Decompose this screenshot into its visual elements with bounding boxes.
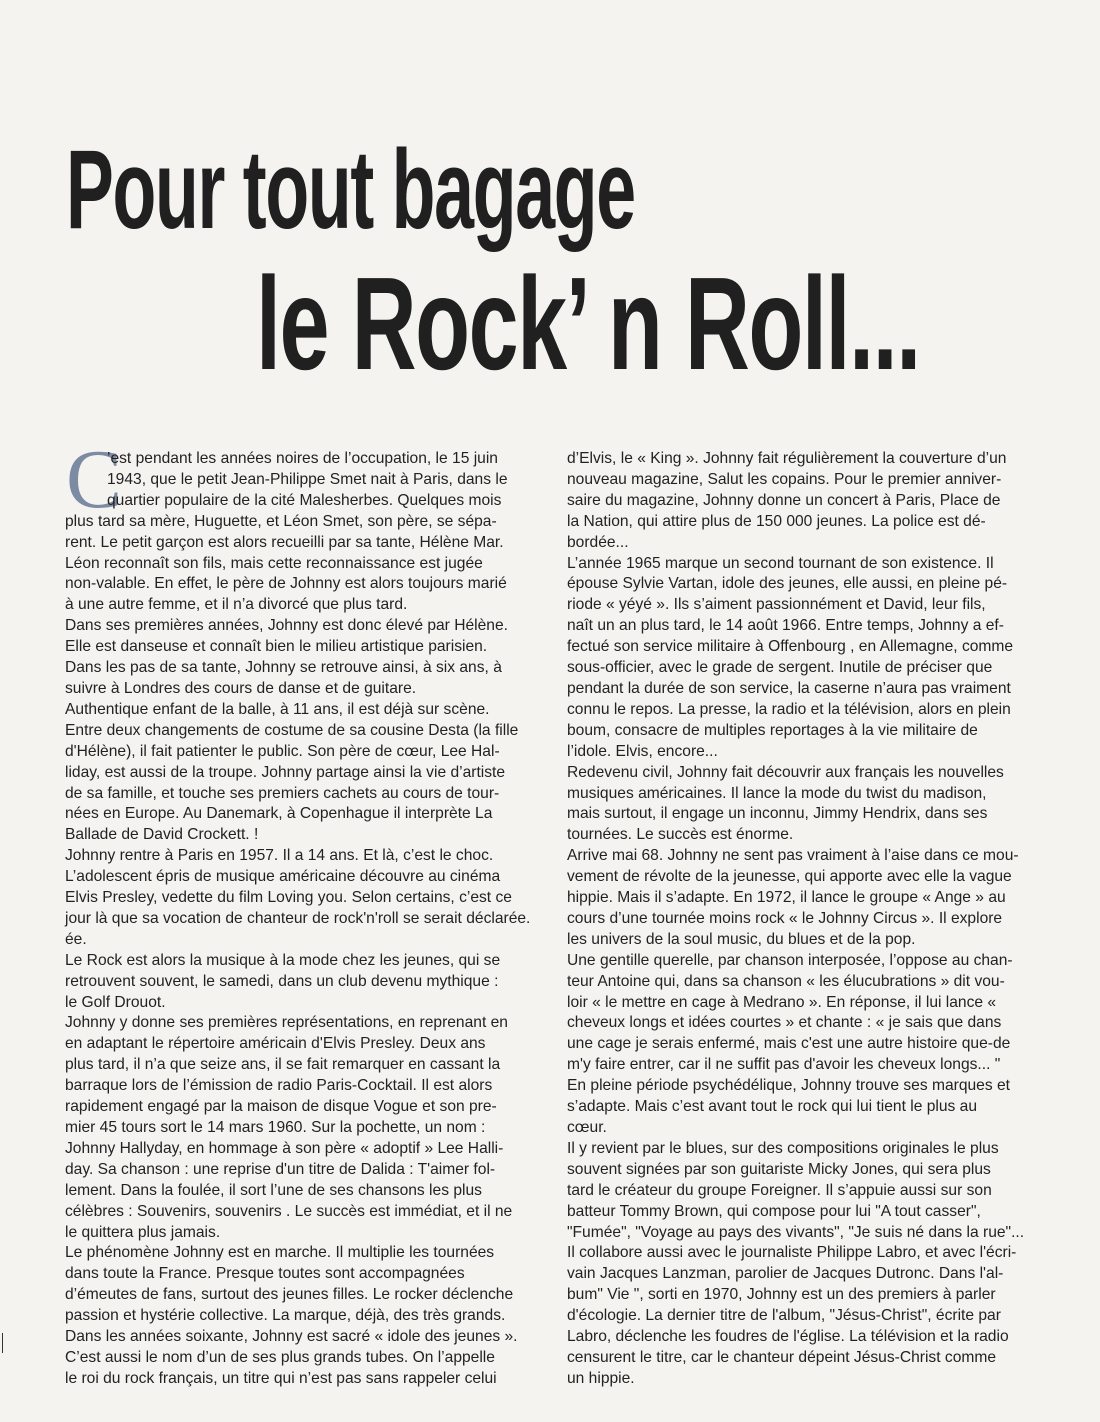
- text-line: batteur Tommy Brown, qui compose pour lui "A tout casser",: [567, 1202, 981, 1220]
- text-line: Dans les années soixante, Johnny est sacré « idole des jeunes ».: [65, 1328, 518, 1346]
- text-line: teur Antoine qui, dans sa chanson « les élucubrations » dit vou-: [567, 972, 1005, 990]
- text-line: loir « le mettre en cage à Medrano ». En réponse, il lui lance «: [567, 993, 997, 1011]
- text-line: dans toute la France. Presque toutes sont accompagnées: [65, 1265, 465, 1283]
- text-line: Dans ses premières années, Johnny est donc élevé par Hélène.: [65, 617, 508, 635]
- text-line: 1943, que le petit Jean-Philippe Smet nait à Paris, dans le: [107, 470, 508, 488]
- text-line: C’est aussi le nom d’un de ses plus grands tubes. On l’appelle: [65, 1348, 495, 1366]
- text-line: riode « yéyé ». Ils s’aiment passionnément et David, leur fils,: [567, 596, 986, 614]
- text-line: souvent signées par son guitariste Micky Jones, qui sera plus: [567, 1160, 991, 1178]
- text-line: d'écologie. La dernier titre de l'album, "Jésus-Christ", écrite par: [567, 1307, 1001, 1325]
- text-line: bum" Vie ", sorti en 1970, Johnny est un des premiers à parler: [567, 1286, 996, 1304]
- text-line: boum, consacre de multiples reportages à la vie militaire de: [567, 721, 978, 739]
- text-line: naît un an plus tard, le 14 août 1966. Entre temps, Johnny a ef-: [567, 617, 1004, 635]
- text-line: mais surtout, il engage un inconnu, Jimmy Hendrix, dans ses: [567, 805, 988, 823]
- text-line: quartier populaire de la cité Malesherbes. Quelques mois: [107, 491, 502, 509]
- text-line: tard le créateur du groupe Foreigner. Il s’appuie aussi sur son: [567, 1181, 992, 1199]
- text-line: vement de révolte de la jeunesse, qui apporte avec elle la vague: [567, 868, 1012, 886]
- text-line: Johnny Hallyday, en hommage à son père « adoptif » Lee Halli-: [65, 1139, 504, 1157]
- text-line: Le Rock est alors la musique à la mode chez les jeunes, qui se: [65, 951, 501, 969]
- text-line: jour là que sa vocation de chanteur de rock'n'roll se serait déclarée.: [65, 909, 531, 927]
- text-line: le roi du rock français, un titre qui n’est pas sans rappeler celui: [65, 1369, 497, 1387]
- text-line: rapidement engagé par la maison de disque Vogue et son pre-: [65, 1098, 497, 1116]
- scan-edge-mark: [2, 1333, 3, 1353]
- text-line: l’idole. Elvis, encore...: [567, 742, 718, 760]
- text-line: lement. Dans la foulée, il sort l’une de ses chansons les plus: [65, 1181, 482, 1199]
- text-line: ée.: [65, 930, 87, 948]
- text-line: hippie. Mais il s’adapte. En 1972, il lance le groupe « Ange » au: [567, 889, 1006, 907]
- text-line: retrouvent souvent, le samedi, dans un club devenu mythique :: [65, 972, 499, 990]
- text-line: Labro, déclenche les foudres de l'église. La télévision et la radio: [567, 1328, 1009, 1346]
- text-line: le Golf Drouot.: [65, 993, 166, 1011]
- text-line: non-valable. En effet, le père de Johnny est alors toujours marié: [65, 575, 507, 593]
- text-line: cœur.: [567, 1119, 607, 1136]
- text-line: Dans les pas de sa tante, Johnny se retrouve ainsi, à six ans, à: [65, 659, 502, 677]
- text-line: célèbres : Souvenirs, souvenirs . Le succès est immédiat, et il ne: [65, 1202, 513, 1220]
- text-line: Elvis Presley, vedette du film Loving you. Selon certains, c’est ce: [65, 889, 512, 907]
- text-line: le quittera plus jamais.: [65, 1223, 221, 1241]
- text-line: en adaptant le répertoire américain d'Elvis Presley. Deux ans: [65, 1035, 486, 1053]
- text-line: Le phénomène Johnny est en marche. Il multiplie les tournées: [65, 1244, 495, 1262]
- text-line: tournées. Le succès est énorme.: [567, 826, 794, 844]
- text-line: L’adolescent épris de musique américaine découvre au cinéma: [65, 868, 501, 886]
- text-line: vain Jacques Lanzman, parolier de Jacques Dutronc. Dans l'al-: [567, 1265, 1004, 1283]
- text-line: Elle est danseuse et connaît bien le milieu artistique parisien.: [65, 638, 488, 656]
- text-line: "Fumée", "Voyage au pays des vivants", "Je suis né dans la rue"...: [567, 1223, 1025, 1241]
- text-line: d’Elvis, le « King ». Johnny fait régulièrement la couverture d’un: [567, 450, 1007, 467]
- text-line: d'Hélène), il fait patienter le public. Son père de cœur, Lee Hal-: [65, 742, 500, 760]
- text-line: Il y revient par le blues, sur des compositions originales le plus: [567, 1139, 999, 1157]
- text-line: saire du magazine, Johnny donne un concert à Paris, Place de: [567, 491, 1001, 509]
- text-line: bordée...: [567, 533, 629, 551]
- text-line: L’année 1965 marque un second tournant de son existence. Il: [567, 554, 994, 572]
- text-line: la Nation, qui attire plus de 150 000 jeunes. La police est dé-: [567, 512, 986, 530]
- text-line: Johnny y donne ses premières représentations, en reprenant en: [65, 1014, 508, 1032]
- text-line: un hippie.: [567, 1369, 635, 1387]
- headline-line-1: Pour tout bagage: [66, 127, 635, 252]
- text-line: Il collabore aussi avec le journaliste Philippe Labro, et avec l'écri-: [567, 1244, 1017, 1262]
- text-line: ’est pendant les années noires de l’occupation, le 15 juin: [107, 450, 498, 467]
- text-line: Johnny rentre à Paris en 1957. Il a 14 ans. Et là, c’est le choc.: [65, 847, 494, 865]
- text-line: épouse Sylvie Vartan, idole des jeunes, elle aussi, en pleine pé-: [567, 575, 1008, 593]
- text-line: plus tard sa mère, Huguette, et Léon Smet, son père, se sépa-: [65, 512, 497, 530]
- text-line: fectué son service militaire à Offenbourg , en Allemagne, comme: [567, 638, 1014, 656]
- text-line: Ballade de David Crockett. !: [65, 826, 259, 844]
- text-line: cours d’une tournée moins rock « le Johnny Circus ». Il explore: [567, 909, 1003, 927]
- text-line: En pleine période psychédélique, Johnny trouve ses marques et: [567, 1077, 1010, 1095]
- text-line: connu le repos. La presse, la radio et la télévision, alors en plein: [567, 700, 1011, 718]
- text-line: mier 45 tours sort le 14 mars 1960. Sur la pochette, un nom :: [65, 1119, 486, 1136]
- text-line: censurent le titre, car le chanteur dépeint Jésus-Christ comme: [567, 1348, 997, 1366]
- text-line: suivre à Londres des cours de danse et de guitare.: [65, 679, 417, 697]
- text-line: musiques américaines. Il lance la mode du twist du madison,: [567, 784, 987, 802]
- text-line: Redevenu civil, Johnny fait découvrir aux français les nouvelles: [567, 763, 1004, 781]
- text-line: à une autre femme, et il n’a divorcé que plus tard.: [65, 596, 408, 614]
- text-line: une cage je serais enfermé, mais c'est une autre histoire que-de: [567, 1035, 1011, 1053]
- text-line: d’émeutes de fans, surtout des jeunes filles. Le rocker déclenche: [65, 1286, 514, 1304]
- text-line: Une gentille querelle, par chanson interposée, l’oppose au chan-: [567, 951, 1013, 969]
- text-line: nouveau magazine, Salut les copains. Pour le premier anniver-: [567, 470, 1002, 488]
- text-line: plus tard, il n’a que seize ans, il se fait remarquer en cassant la: [65, 1056, 501, 1074]
- text-line: m'y faire entrer, car il ne suffit pas d'avoir les cheveux longs... ": [567, 1056, 1001, 1074]
- text-line: cheveux longs et idées courtes » et chante : « je sais que dans: [567, 1014, 1002, 1032]
- text-line: s’adapte. Mais c’est avant tout le rock qui lui tient le plus au: [567, 1098, 977, 1116]
- text-line: Authentique enfant de la balle, à 11 ans, il est déjà sur scène.: [65, 700, 490, 718]
- drop-cap: C: [66, 433, 123, 526]
- text-line: de sa famille, et touche ses premiers cachets au cours de tour-: [65, 784, 500, 802]
- text-line: passion et hystérie collective. La marque, déjà, des très grands.: [65, 1307, 506, 1325]
- text-line: day. Sa chanson : une reprise d'un titre de Dalida : T'aimer fol-: [65, 1160, 496, 1178]
- article-column-right: [567, 449, 1043, 1390]
- text-line: Léon reconnaît son fils, mais cette reconnaissance est jugée: [65, 554, 483, 572]
- headline-line-2: le Rock’ n Roll...: [256, 250, 920, 397]
- text-line: barraque lors de l’émission de radio Paris-Cocktail. Il est alors: [65, 1077, 493, 1095]
- text-line: pendant la durée de son service, la caserne n’aura pas vraiment: [567, 679, 1011, 697]
- text-line: rent. Le petit garçon est alors recueilli par sa tante, Hélène Mar.: [65, 533, 504, 551]
- text-line: les univers de la soul music, du blues et de la pop.: [567, 930, 916, 948]
- text-line: nées en Europe. Au Danemark, à Copenhague il interprète La: [65, 805, 493, 823]
- article-column-left: [65, 449, 531, 1390]
- text-line: sous-officier, avec le grade de sergent. Inutile de préciser que: [567, 659, 993, 677]
- text-line: Entre deux changements de costume de sa cousine Desta (la fille: [65, 721, 519, 739]
- text-line: Arrive mai 68. Johnny ne sent pas vraiment à l’aise dans ce mou-: [567, 847, 1019, 865]
- text-line: liday, est aussi de la troupe. Johnny partage ainsi la vie d’artiste: [65, 763, 506, 781]
